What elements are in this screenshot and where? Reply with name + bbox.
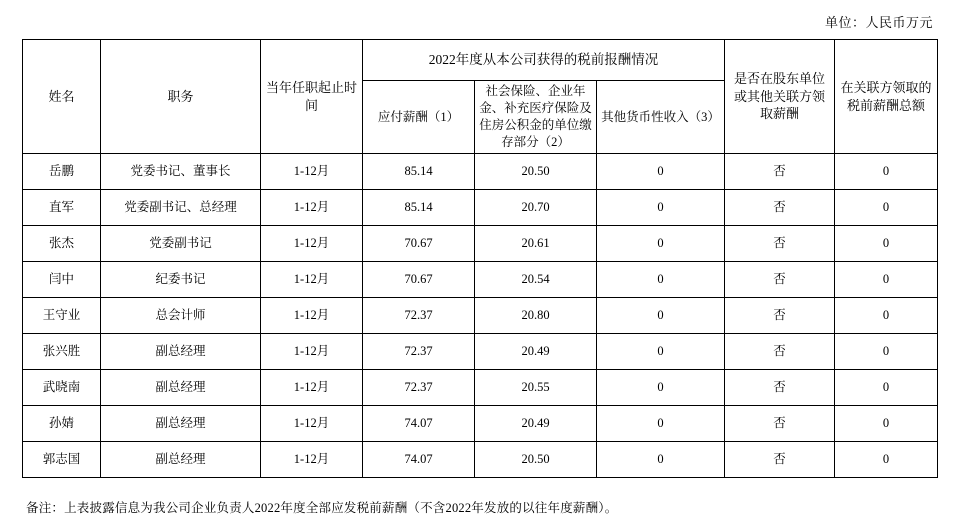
header-payable-salary: 应付薪酬（1）	[363, 81, 475, 154]
cell-name: 张兴胜	[23, 334, 101, 370]
cell-payable-salary: 72.37	[363, 298, 475, 334]
cell-period: 1-12月	[261, 154, 363, 190]
cell-shareholder-pay: 否	[725, 154, 835, 190]
cell-name: 岳鹏	[23, 154, 101, 190]
header-shareholder-pay: 是否在股东单位或其他关联方领取薪酬	[725, 40, 835, 154]
header-period: 当年任职起止时间	[261, 40, 363, 154]
cell-insurance: 20.55	[475, 370, 597, 406]
table-body	[23, 154, 938, 478]
cell-other-income: 0	[597, 334, 725, 370]
table-row	[23, 442, 938, 478]
cell-name: 郭志国	[23, 442, 101, 478]
cell-payable-salary: 70.67	[363, 262, 475, 298]
cell-period: 1-12月	[261, 190, 363, 226]
cell-other-income: 0	[597, 154, 725, 190]
cell-related-total: 0	[835, 442, 938, 478]
cell-name: 张杰	[23, 226, 101, 262]
cell-related-total: 0	[835, 262, 938, 298]
table-row	[23, 370, 938, 406]
cell-period: 1-12月	[261, 262, 363, 298]
cell-related-total: 0	[835, 406, 938, 442]
cell-related-total: 0	[835, 190, 938, 226]
table-footnote: 备注：上表披露信息为我公司企业负责人2022年度全部应发税前薪酬（不含2022年发放的以往年度薪酬）。	[26, 501, 618, 515]
cell-insurance: 20.49	[475, 334, 597, 370]
cell-insurance: 20.70	[475, 190, 597, 226]
cell-name: 武晓南	[23, 370, 101, 406]
cell-payable-salary: 74.07	[363, 406, 475, 442]
table-row	[23, 226, 938, 262]
cell-position: 总会计师	[101, 298, 261, 334]
cell-payable-salary: 74.07	[363, 442, 475, 478]
cell-period: 1-12月	[261, 334, 363, 370]
cell-related-total: 0	[835, 370, 938, 406]
cell-shareholder-pay: 否	[725, 298, 835, 334]
unit-label: 单位：人民币万元	[824, 15, 933, 30]
cell-name: 闫中	[23, 262, 101, 298]
cell-payable-salary: 85.14	[363, 190, 475, 226]
cell-shareholder-pay: 否	[725, 406, 835, 442]
header-name: 姓名	[23, 40, 101, 154]
cell-insurance: 20.50	[475, 442, 597, 478]
cell-shareholder-pay: 否	[725, 262, 835, 298]
cell-payable-salary: 72.37	[363, 334, 475, 370]
cell-other-income: 0	[597, 442, 725, 478]
cell-insurance: 20.80	[475, 298, 597, 334]
table-row	[23, 406, 938, 442]
cell-insurance: 20.54	[475, 262, 597, 298]
cell-period: 1-12月	[261, 442, 363, 478]
header-pretax-group: 2022年度从本公司获得的税前报酬情况	[363, 40, 725, 81]
cell-period: 1-12月	[261, 370, 363, 406]
cell-insurance: 20.50	[475, 154, 597, 190]
cell-shareholder-pay: 否	[725, 442, 835, 478]
cell-name: 直军	[23, 190, 101, 226]
cell-insurance: 20.49	[475, 406, 597, 442]
cell-position: 纪委书记	[101, 262, 261, 298]
header-position: 职务	[101, 40, 261, 154]
cell-position: 副总经理	[101, 406, 261, 442]
cell-shareholder-pay: 否	[725, 370, 835, 406]
cell-other-income: 0	[597, 370, 725, 406]
cell-related-total: 0	[835, 154, 938, 190]
cell-position: 党委副书记	[101, 226, 261, 262]
cell-payable-salary: 72.37	[363, 370, 475, 406]
cell-other-income: 0	[597, 262, 725, 298]
cell-other-income: 0	[597, 190, 725, 226]
header-related-party-total: 在关联方领取的税前薪酬总额	[835, 40, 938, 154]
header-other-monetary-income: 其他货币性收入（3）	[597, 81, 725, 154]
cell-payable-salary: 85.14	[363, 154, 475, 190]
cell-related-total: 0	[835, 298, 938, 334]
cell-position: 党委副书记、总经理	[101, 190, 261, 226]
cell-position: 副总经理	[101, 370, 261, 406]
cell-related-total: 0	[835, 334, 938, 370]
cell-other-income: 0	[597, 298, 725, 334]
cell-insurance: 20.61	[475, 226, 597, 262]
cell-other-income: 0	[597, 226, 725, 262]
cell-other-income: 0	[597, 406, 725, 442]
table-row	[23, 334, 938, 370]
cell-payable-salary: 70.67	[363, 226, 475, 262]
table-row	[23, 154, 938, 190]
header-insurance-contribution: 社会保险、企业年金、补充医疗保险及住房公积金的单位缴存部分（2）	[475, 81, 597, 154]
cell-name: 孙婧	[23, 406, 101, 442]
cell-shareholder-pay: 否	[725, 334, 835, 370]
cell-position: 党委书记、董事长	[101, 154, 261, 190]
cell-period: 1-12月	[261, 226, 363, 262]
cell-shareholder-pay: 否	[725, 226, 835, 262]
table-header	[23, 40, 938, 154]
table-row	[23, 190, 938, 226]
cell-position: 副总经理	[101, 334, 261, 370]
table-row	[23, 298, 938, 334]
cell-period: 1-12月	[261, 298, 363, 334]
cell-shareholder-pay: 否	[725, 190, 835, 226]
executive-compensation-table	[22, 39, 938, 478]
cell-period: 1-12月	[261, 406, 363, 442]
cell-position: 副总经理	[101, 442, 261, 478]
cell-related-total: 0	[835, 226, 938, 262]
table-row	[23, 262, 938, 298]
cell-name: 王守业	[23, 298, 101, 334]
